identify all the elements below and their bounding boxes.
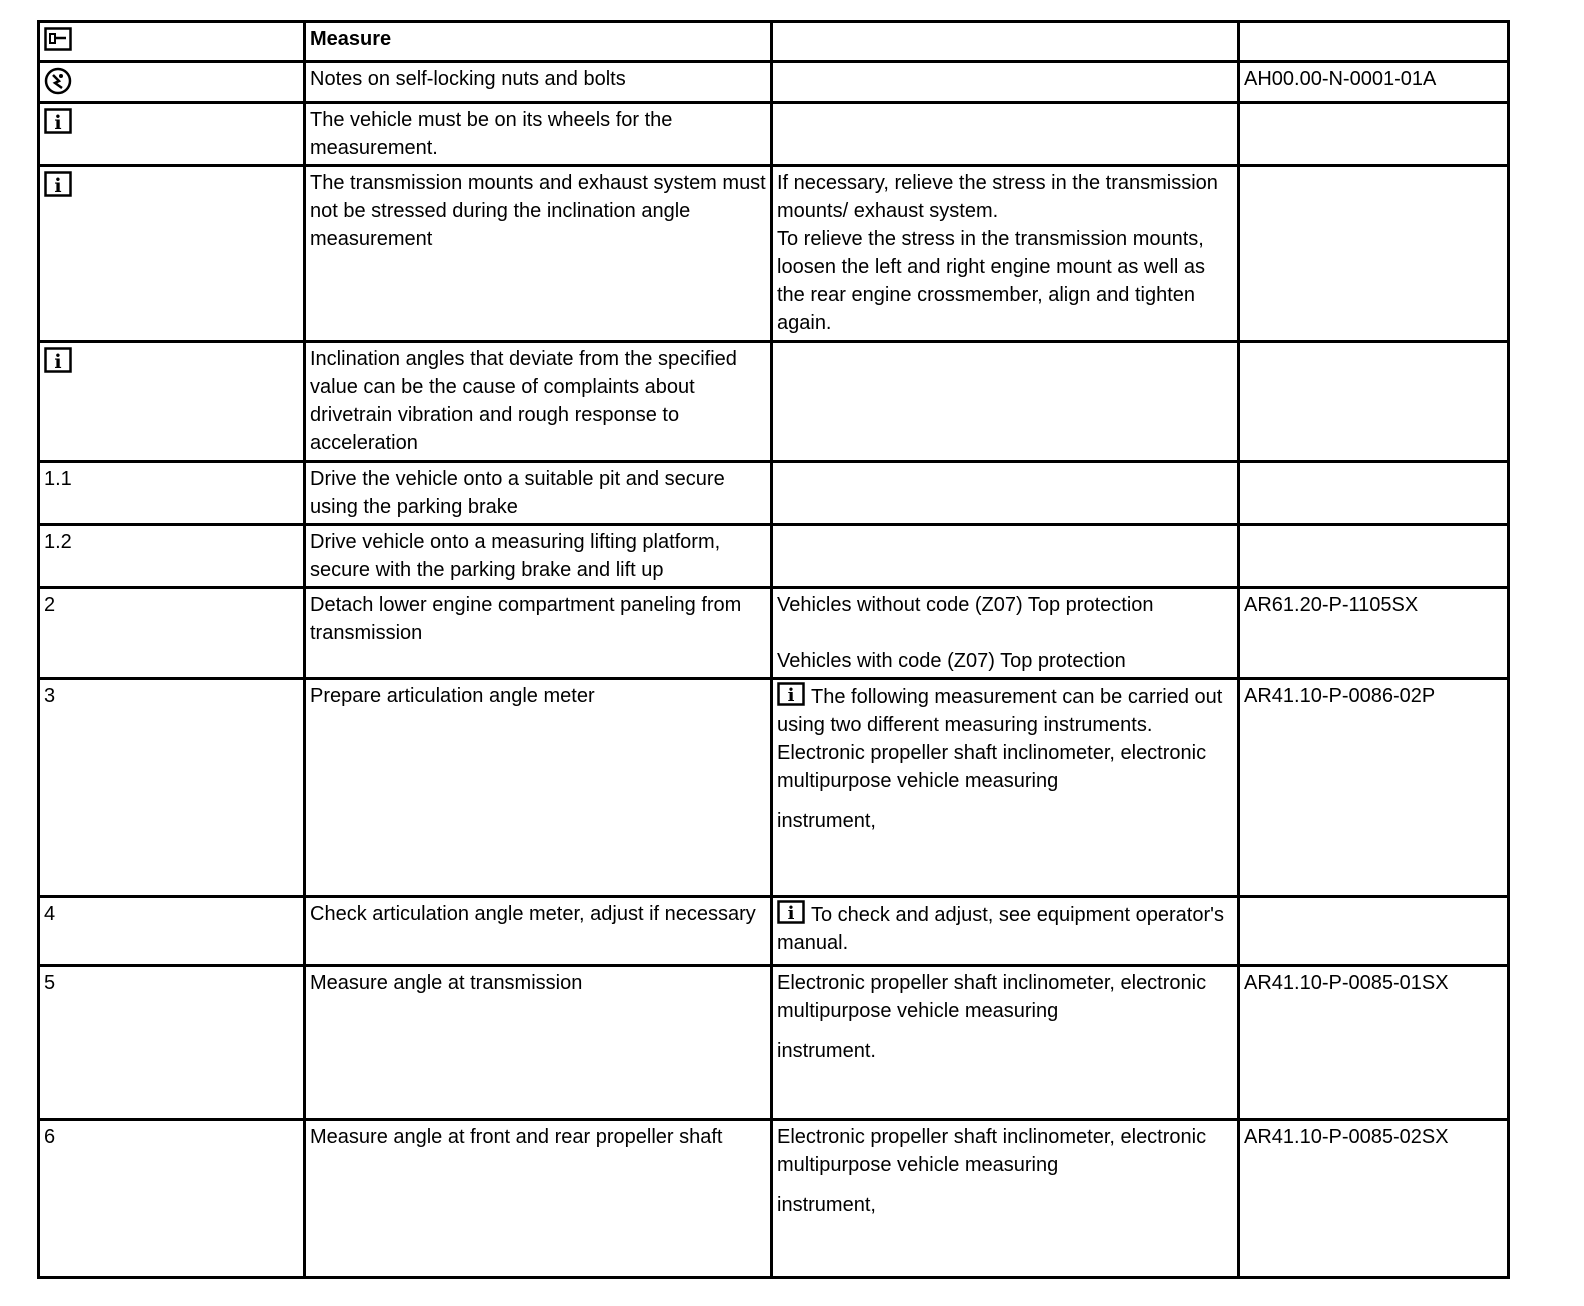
wrench-icon (44, 27, 72, 51)
note-text: To check and adjust, see equipment operator's manual. (777, 904, 1224, 954)
table-row (39, 966, 1509, 1120)
reference-cell (1239, 897, 1509, 966)
reference-cell (1239, 22, 1509, 62)
svg-text:i: i (787, 903, 795, 924)
note-cell (772, 166, 1239, 342)
step-number: 2 (39, 588, 305, 679)
action-text: Drive vehicle onto a measuring lifting platform, secure with the parking brake and lift up (305, 525, 772, 588)
icon-cell (39, 103, 305, 166)
icon-cell (39, 166, 305, 342)
icon-cell (39, 22, 305, 62)
action-text: The transmission mounts and exhaust system must not be stressed during the inclination angle measurement (305, 166, 772, 342)
note-text: To relieve the stress in the transmission mounts, loosen the left and right engine mount as well as the rear engine crossmember, align and tighten again. (777, 228, 1206, 334)
reference-cell (1239, 166, 1509, 342)
note-text: Vehicles with code (Z07) Top protection (777, 650, 1126, 672)
table-row (39, 62, 1509, 103)
note-text: The following measurement can be carried out using two different measuring instruments. (777, 686, 1223, 736)
reference-cell (1239, 103, 1509, 166)
step-number: 4 (39, 897, 305, 966)
warning-torque-icon (44, 67, 72, 95)
info-icon (44, 108, 72, 134)
note-cell (772, 342, 1239, 462)
procedure-table (37, 20, 1510, 1279)
note-cell (772, 22, 1239, 62)
table-row (39, 679, 1509, 897)
svg-text:i: i (54, 175, 62, 197)
info-icon (44, 171, 72, 197)
note-text: If necessary, relieve the stress in the transmission mounts/ exhaust system. (777, 172, 1218, 222)
table-row (39, 525, 1509, 588)
note-cell (772, 62, 1239, 103)
note-cell (772, 103, 1239, 166)
step-number: 3 (39, 679, 305, 897)
action-text: Check articulation angle meter, adjust if necessary (305, 897, 772, 966)
note-cell (772, 525, 1239, 588)
svg-text:i: i (54, 112, 62, 134)
reference-link[interactable]: AR41.10-P-0086-02P (1239, 679, 1509, 897)
action-text: Measure angle at transmission (305, 966, 772, 1120)
action-text: Notes on self-locking nuts and bolts (305, 62, 772, 103)
table-row (39, 103, 1509, 166)
reference-link[interactable]: AR61.20-P-1105SX (1239, 588, 1509, 679)
reference-link[interactable]: AH00.00-N-0001-01A (1239, 62, 1509, 103)
action-text: The vehicle must be on its wheels for the measurement. (305, 103, 772, 166)
note-text: instrument, (777, 810, 876, 832)
table-row (39, 342, 1509, 462)
note-text: instrument. (777, 1040, 876, 1062)
icon-cell (39, 342, 305, 462)
note-text: Electronic propeller shaft inclinometer, electronic multipurpose vehicle measuring (777, 1126, 1207, 1176)
note-cell (772, 679, 1239, 897)
step-number: 1.2 (39, 525, 305, 588)
note-cell (772, 588, 1239, 679)
reference-cell (1239, 342, 1509, 462)
step-number: 5 (39, 966, 305, 1120)
svg-text:i: i (54, 351, 62, 373)
table-row (39, 588, 1509, 679)
reference-cell (1239, 525, 1509, 588)
note-cell (772, 1120, 1239, 1278)
note-cell (772, 966, 1239, 1120)
step-number: 1.1 (39, 462, 305, 525)
info-icon (777, 682, 805, 706)
table-row (39, 462, 1509, 525)
reference-link[interactable]: AR41.10-P-0085-01SX (1239, 966, 1509, 1120)
table-row (39, 897, 1509, 966)
action-text: Detach lower engine compartment paneling from transmission (305, 588, 772, 679)
note-text: Electronic propeller shaft inclinometer, electronic multipurpose vehicle measuring (777, 972, 1207, 1022)
note-text: Vehicles without code (Z07) Top protection (777, 594, 1154, 616)
note-text: Electronic propeller shaft inclinometer, electronic multipurpose vehicle measuring (777, 742, 1207, 792)
svg-text:i: i (787, 685, 795, 706)
step-number: 6 (39, 1120, 305, 1278)
table-row (39, 22, 1509, 62)
action-text: Inclination angles that deviate from the specified value can be the cause of complaints about drivetrain vibration and rough response to acceleration (305, 342, 772, 462)
info-icon (777, 900, 805, 924)
info-icon (44, 347, 72, 373)
note-cell (772, 897, 1239, 966)
reference-cell (1239, 462, 1509, 525)
action-text: Drive the vehicle onto a suitable pit and secure using the parking brake (305, 462, 772, 525)
table-row (39, 166, 1509, 342)
note-cell (772, 462, 1239, 525)
section-title: Measure (305, 22, 772, 62)
action-text: Prepare articulation angle meter (305, 679, 772, 897)
table-row (39, 1120, 1509, 1278)
action-text: Measure angle at front and rear propeller shaft (305, 1120, 772, 1278)
note-text: instrument, (777, 1194, 876, 1216)
reference-link[interactable]: AR41.10-P-0085-02SX (1239, 1120, 1509, 1278)
icon-cell (39, 62, 305, 103)
